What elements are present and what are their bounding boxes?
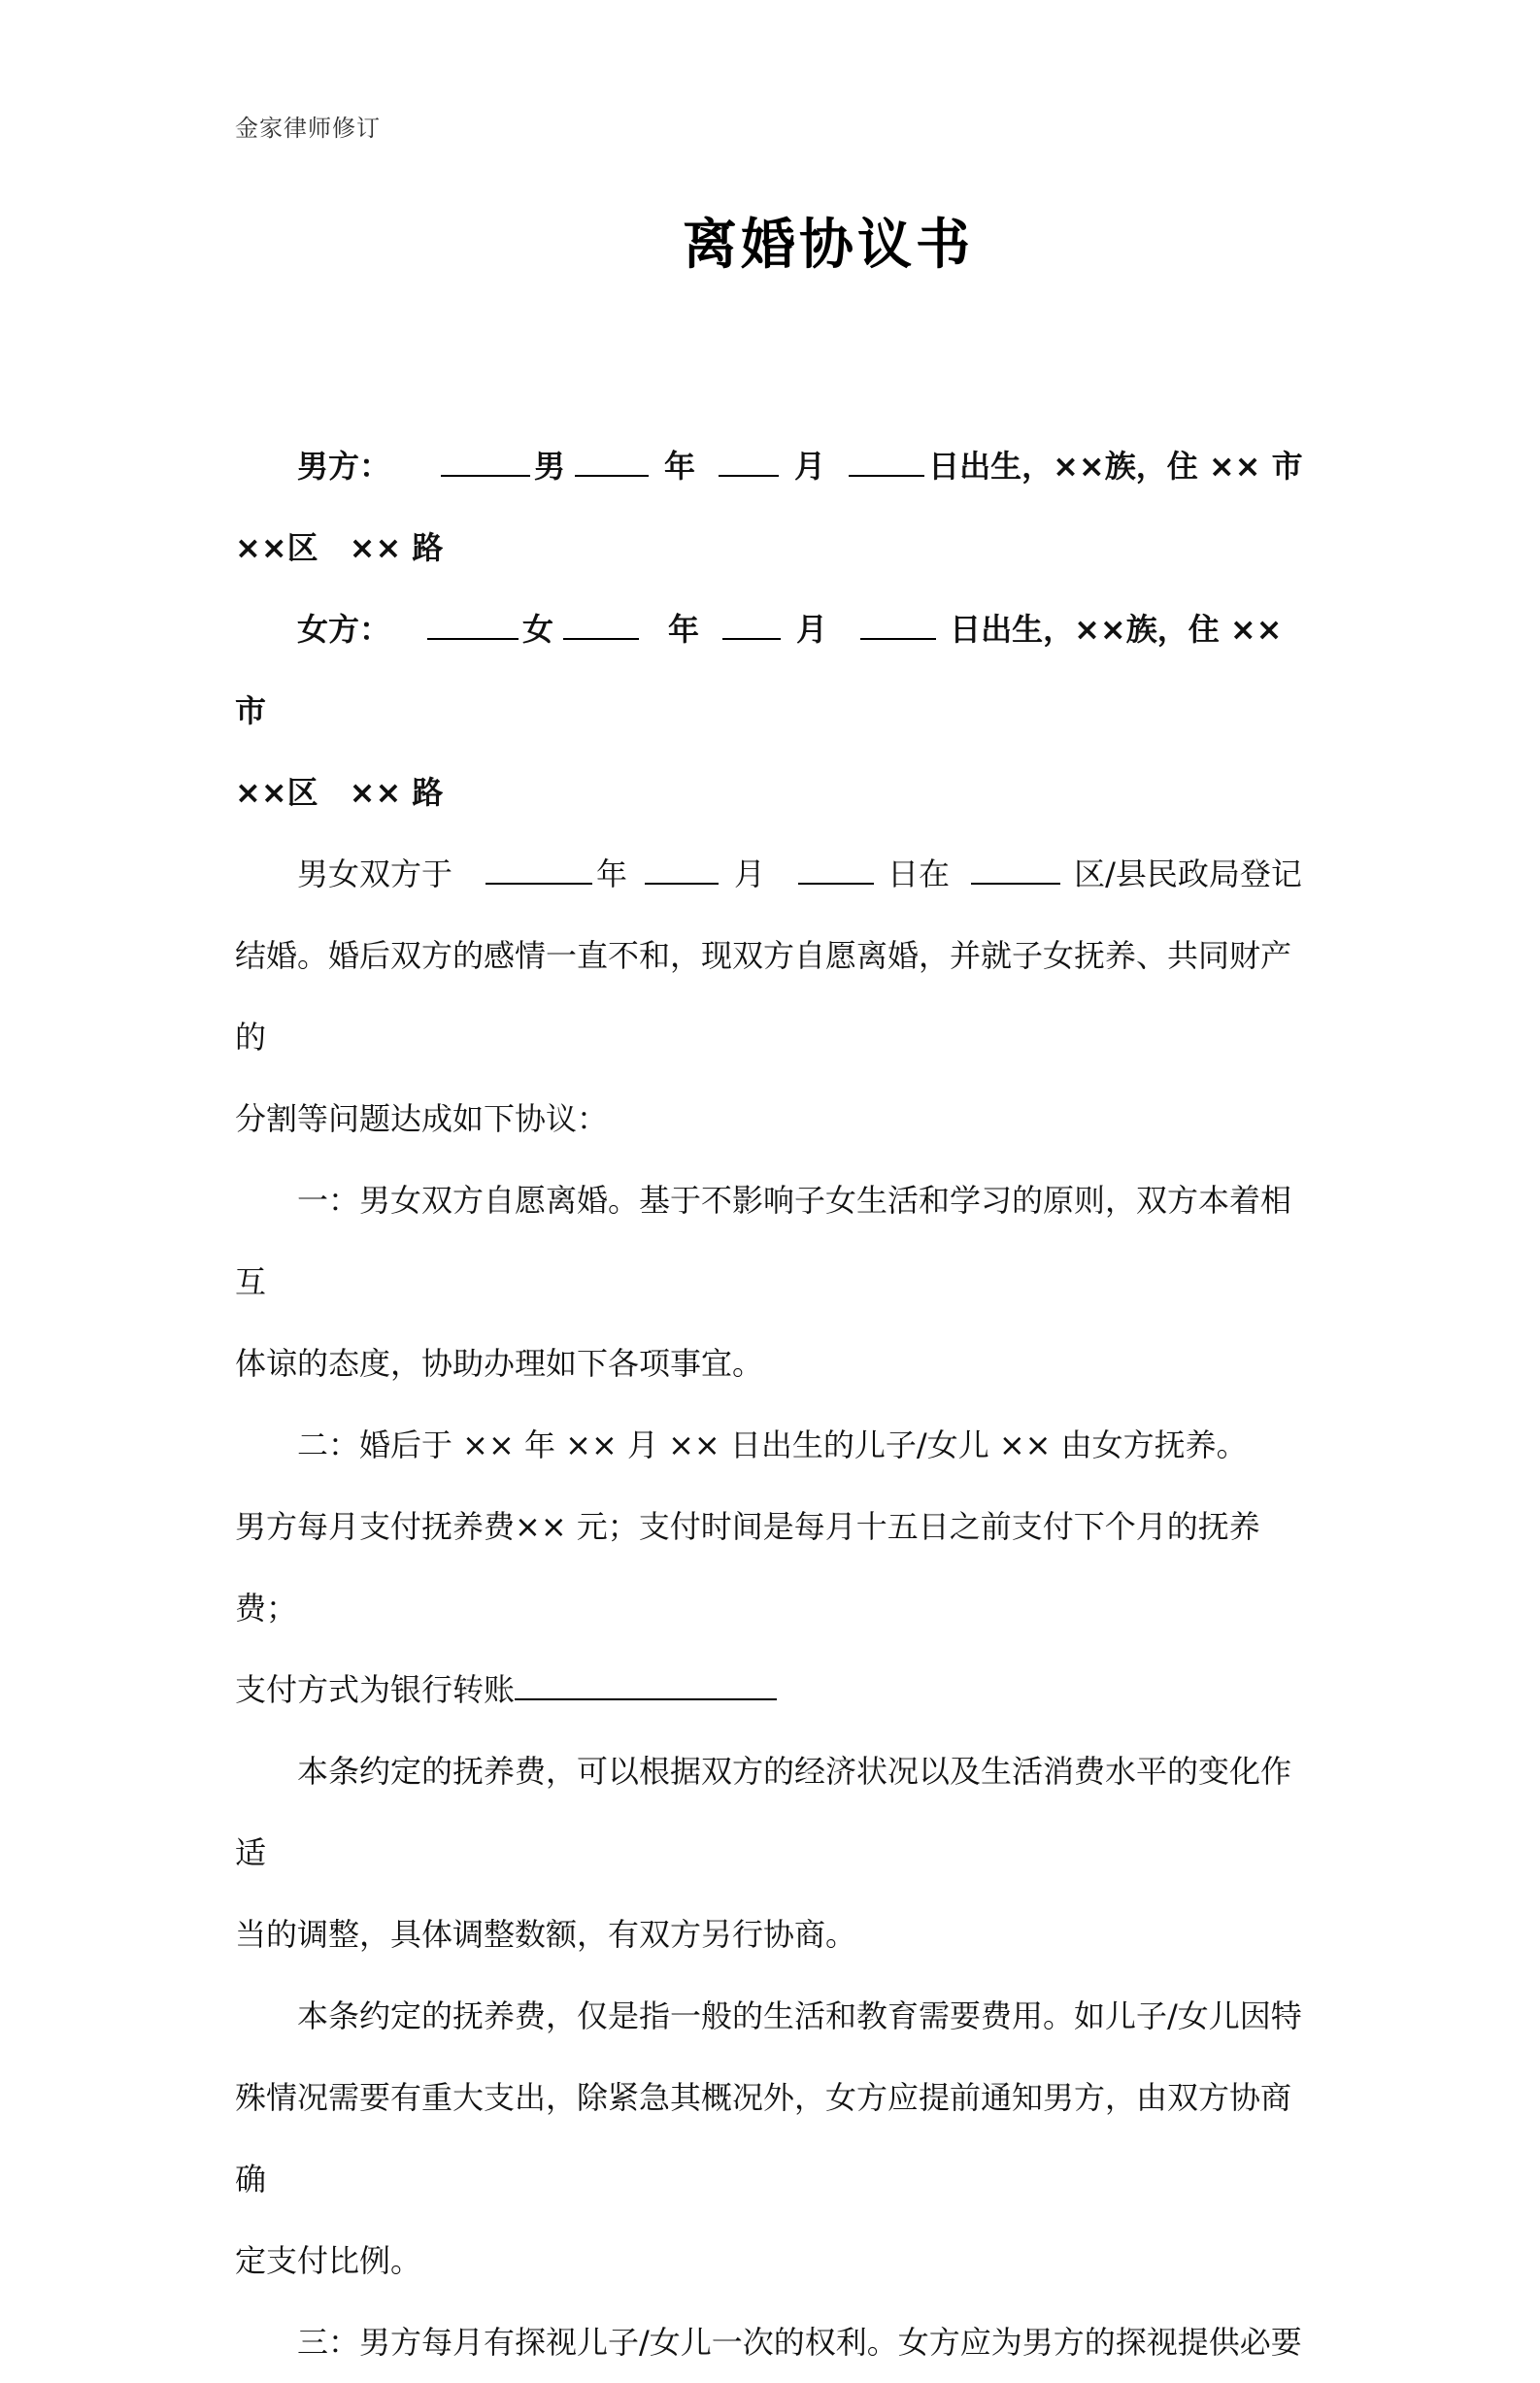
scope-line2: 殊情况需要有重大支出，除紧急其概况外，女方应提前通知男方，由双方协商确 xyxy=(235,2079,1292,2198)
intro-month-label: 月 xyxy=(734,856,766,892)
intro-line1 xyxy=(235,833,1315,915)
husband-address-line2: ××区 ×× 路 xyxy=(235,529,444,566)
intro-line3: 分割等问题达成如下协议： xyxy=(235,1100,609,1137)
wife-address-line2: ××区 ×× 路 xyxy=(235,774,444,811)
husband-year-label: 年 xyxy=(664,448,696,485)
wife-line xyxy=(235,588,1315,752)
scope-line3: 定支付比例。 xyxy=(235,2242,422,2279)
marriage-year-blank xyxy=(485,854,592,885)
party-section xyxy=(235,425,1315,833)
marriage-day-blank xyxy=(798,854,874,885)
wife-name-blank xyxy=(427,609,519,640)
husband-line xyxy=(235,425,1315,507)
clause1-line1: 一：男女双方自愿离婚。基于不影响子女生活和学习的原则，双方本着相互 xyxy=(235,1182,1292,1300)
wife-birth-month-blank xyxy=(722,609,781,640)
wife-birth-tail: 日出生，××族，住 ×× 市 xyxy=(235,611,1283,729)
adjust-line1: 本条约定的抚养费，可以根据双方的经济状况以及生活消费水平的变化作适 xyxy=(235,1753,1292,1871)
adjust-line2: 当的调整，具体调整数额，有双方另行协商。 xyxy=(235,1916,857,1953)
scope-line1: 本条约定的抚养费，仅是指一般的生活和教育需要费用。如儿子/女儿因特 xyxy=(297,1997,1302,2034)
wife-birth-year-blank xyxy=(563,609,639,640)
intro-registry: 区/县民政局登记 xyxy=(1074,856,1302,892)
intro-part1: 男女双方于 xyxy=(297,856,453,892)
husband-birth-month-blank xyxy=(719,446,779,477)
husband-gender: 男 xyxy=(534,448,566,485)
husband-name-blank xyxy=(441,446,530,477)
payment-method-label: 支付方式为银行转账 xyxy=(235,1671,516,1708)
wife-year-label: 年 xyxy=(668,611,700,648)
intro-line2: 结婚。婚后双方的感情一直不和，现双方自愿离婚，并就子女抚养、共同财产的 xyxy=(235,937,1292,1056)
wife-birth-day-blank xyxy=(860,609,936,640)
document-title: 离婚协议书 xyxy=(683,214,974,277)
husband-birth-day-blank xyxy=(849,446,924,477)
marriage-month-blank xyxy=(645,854,719,885)
clause1-line2: 体谅的态度，协助办理如下各项事宜。 xyxy=(235,1345,764,1382)
agreement-body xyxy=(235,833,1315,2383)
payment-method-blank xyxy=(515,1669,777,1700)
clause2-line3 xyxy=(235,1649,1315,1730)
wife-month-label: 月 xyxy=(796,611,828,648)
clause2-line2: 男方每月支付抚养费×× 元；支付时间是每月十五日之前支付下个月的抚养费； xyxy=(235,1508,1260,1627)
wife-gender: 女 xyxy=(522,611,554,648)
husband-birth-year-blank xyxy=(575,446,649,477)
registry-district-blank xyxy=(971,854,1060,885)
clause3-line1: 三：男方每月有探视儿子/女儿一次的权利。女方应为男方的探视提供必要 xyxy=(297,2324,1302,2361)
intro-year-label: 年 xyxy=(596,856,628,892)
husband-birth-tail: 日出生，××族，住 ×× 市 xyxy=(928,448,1303,485)
husband-label: 男方： xyxy=(297,448,391,485)
header-note: 金家律师修订 xyxy=(235,115,381,142)
intro-day-at: 日在 xyxy=(887,856,951,892)
husband-month-label: 月 xyxy=(794,448,826,485)
wife-label: 女方： xyxy=(297,611,391,648)
clause2-line1: 二：婚后于 ×× 年 ×× 月 ×× 日出生的儿子/女儿 ×× 由女方抚养。 xyxy=(297,1426,1248,1463)
